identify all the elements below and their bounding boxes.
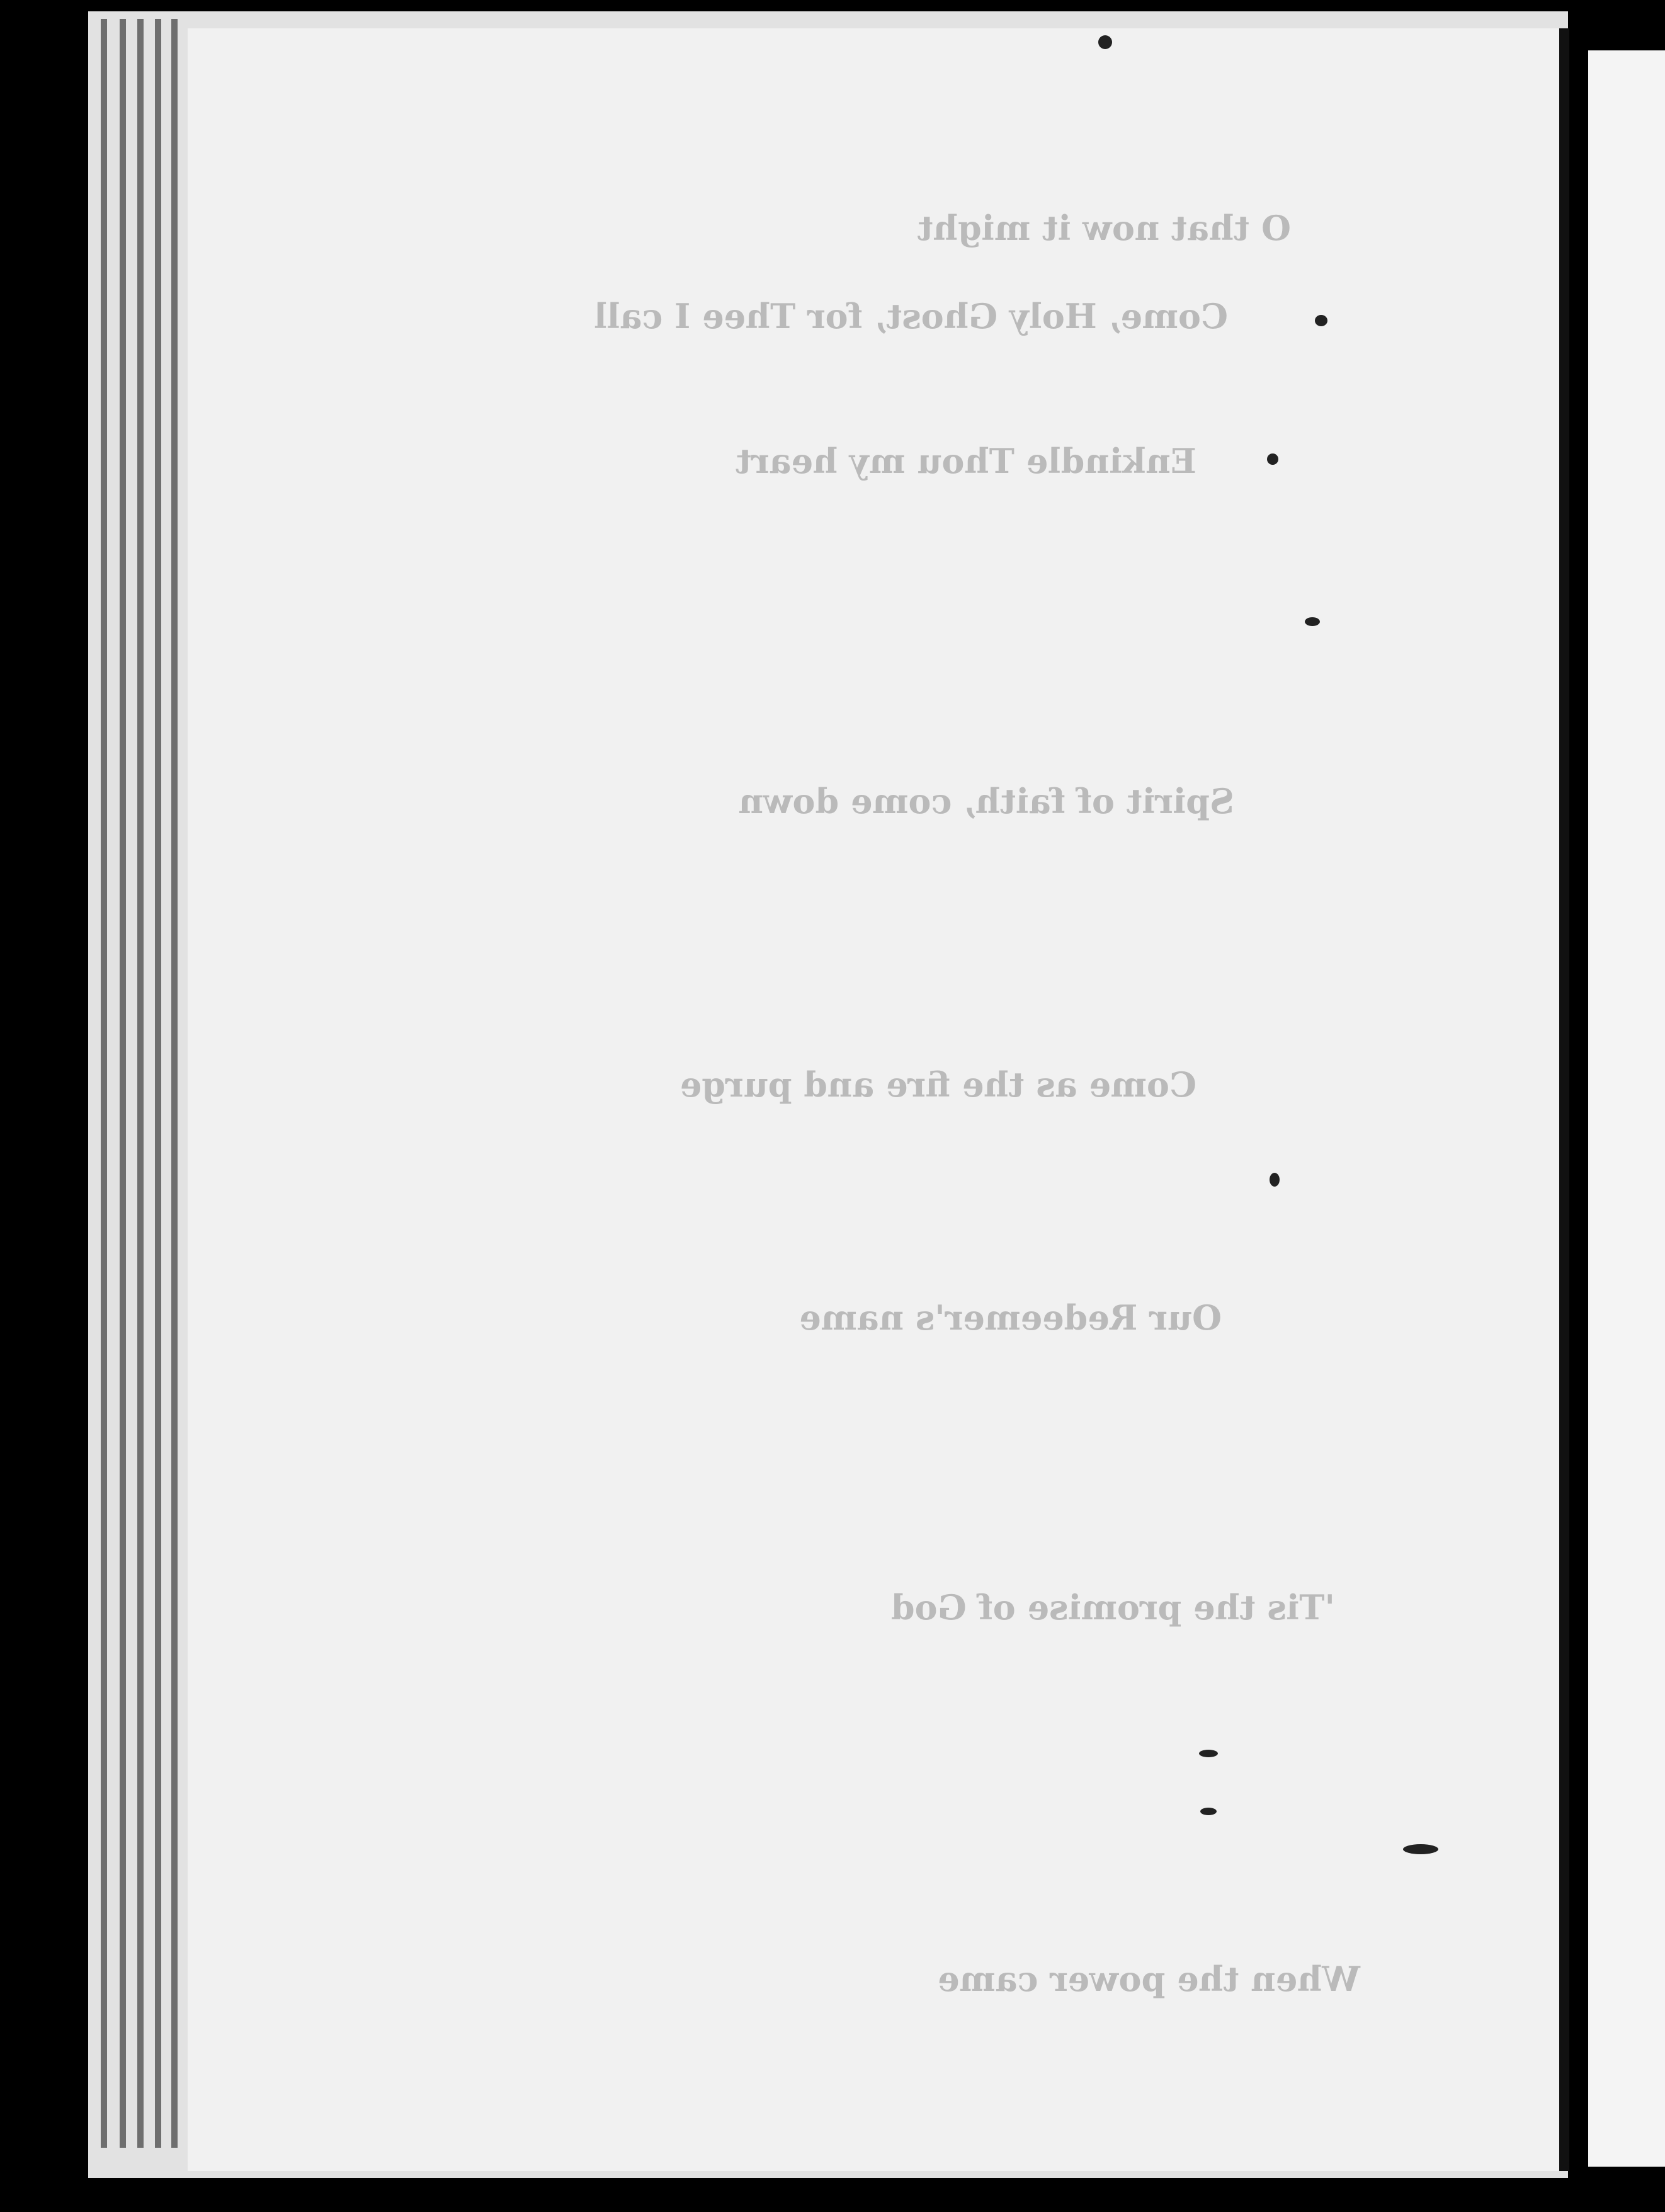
bleed-through-text: Come as the fire and purge bbox=[679, 1064, 1196, 1105]
page-edge bbox=[101, 19, 107, 2148]
bleed-through-text: Come, Holy Ghost, for Thee I call bbox=[594, 296, 1228, 336]
page-edge bbox=[155, 19, 161, 2148]
ink-speck bbox=[1270, 1173, 1280, 1187]
bleed-through-text: When the power came bbox=[938, 1959, 1360, 1999]
bleed-through-text: Spirit of faith, come down bbox=[738, 781, 1234, 821]
ink-speck bbox=[1403, 1844, 1438, 1854]
page-edge bbox=[137, 19, 144, 2148]
bleed-through-text: Our Redeemer's name bbox=[799, 1297, 1222, 1338]
ink-speck bbox=[1315, 315, 1327, 326]
bleed-through-text: 'Tis the promise of God bbox=[890, 1587, 1335, 1628]
ink-speck bbox=[1098, 35, 1112, 49]
page-edge bbox=[171, 19, 178, 2148]
facing-page-edge bbox=[1588, 50, 1665, 2167]
ink-speck bbox=[1305, 617, 1320, 626]
ink-speck bbox=[1200, 1808, 1217, 1815]
ink-speck bbox=[1199, 1750, 1218, 1757]
bleed-through-text: Enkindle Thou my heart bbox=[736, 441, 1196, 481]
book-gutter bbox=[1559, 28, 1569, 2171]
bleed-through-text: O that now it might bbox=[917, 208, 1291, 248]
running-head bbox=[264, 113, 1209, 151]
page-edge bbox=[120, 19, 126, 2148]
ink-speck bbox=[1267, 453, 1278, 465]
